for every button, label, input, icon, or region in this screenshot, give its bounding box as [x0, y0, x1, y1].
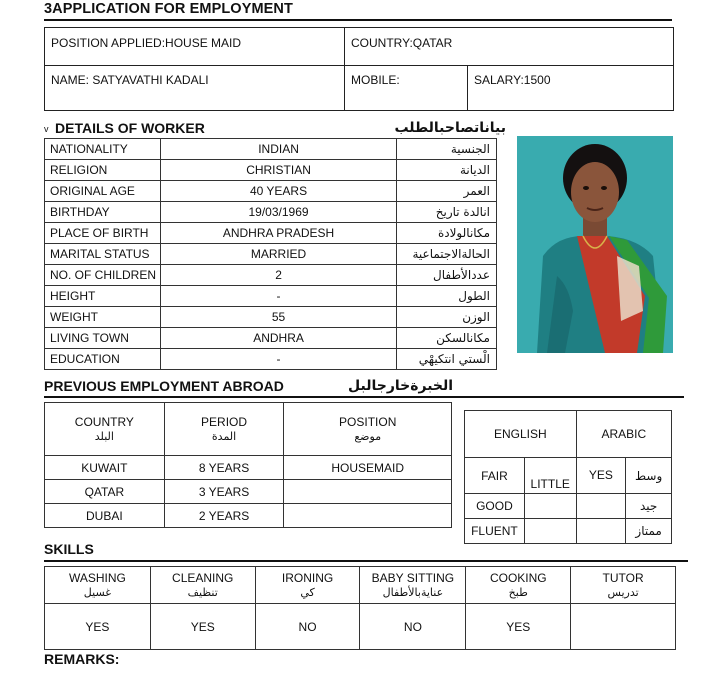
detail-label: WEIGHT	[45, 307, 161, 328]
portrait-image	[517, 136, 673, 353]
section-marker: v	[44, 124, 49, 134]
details-title: DETAILS OF WORKER	[55, 120, 205, 136]
employment-country: KUWAIT	[45, 456, 165, 480]
detail-label: MARITAL STATUS	[45, 244, 161, 265]
little-label: LITTLE	[524, 458, 576, 494]
details-row	[45, 244, 497, 265]
detail-label: NATIONALITY	[45, 139, 161, 160]
divider	[344, 27, 345, 111]
detail-label-arabic: الجنسية	[397, 139, 497, 160]
country: COUNTRY:QATAR	[351, 36, 453, 50]
arabic-level-yes: YES	[576, 458, 626, 494]
detail-label-arabic: العمر	[397, 181, 497, 202]
details-row	[45, 286, 497, 307]
detail-label-arabic: مكانالولادة	[397, 223, 497, 244]
skill-header: IRONING كي	[255, 567, 360, 604]
arabic-header: ARABIC	[576, 411, 671, 458]
employment-country: DUBAI	[45, 504, 165, 528]
detail-label: LIVING TOWN	[45, 328, 161, 349]
skill-header: WASHING غسيل	[45, 567, 151, 604]
details-table	[44, 138, 497, 370]
skill-value: YES	[150, 604, 255, 650]
details-row	[45, 349, 497, 370]
previous-employment-title: PREVIOUS EMPLOYMENT ABROAD	[44, 378, 284, 394]
skill-value: YES	[466, 604, 571, 650]
detail-label: RELIGION	[45, 160, 161, 181]
skill-header: COOKING طبخ	[466, 567, 571, 604]
detail-value: 55	[160, 307, 396, 328]
divider	[44, 65, 674, 66]
detail-label-arabic: عددالأطفال	[397, 265, 497, 286]
detail-value: -	[160, 349, 396, 370]
divider	[467, 65, 468, 111]
detail-label-arabic: مكانالسكن	[397, 328, 497, 349]
employment-country: QATAR	[45, 480, 165, 504]
detail-label-arabic: الوزن	[397, 307, 497, 328]
detail-label: PLACE OF BIRTH	[45, 223, 161, 244]
employment-period: 8 YEARS	[164, 456, 284, 480]
english-header: ENGLISH	[465, 411, 577, 458]
detail-value: ANDHRA	[160, 328, 396, 349]
previous-underline	[44, 396, 684, 398]
detail-label-arabic: انالدة تاريخ	[397, 202, 497, 223]
employment-row	[45, 456, 452, 480]
employment-period: 3 YEARS	[164, 480, 284, 504]
worker-photo	[517, 136, 673, 353]
detail-label-arabic: الديانة	[397, 160, 497, 181]
details-row	[45, 202, 497, 223]
detail-value: INDIAN	[160, 139, 396, 160]
applicant-name: NAME: SATYAVATHI KADALI	[51, 73, 209, 87]
detail-label: BIRTHDAY	[45, 202, 161, 223]
details-row	[45, 265, 497, 286]
detail-value: MARRIED	[160, 244, 396, 265]
good-label: GOOD	[465, 494, 525, 519]
detail-label-arabic: الْستي انتكيهْي	[397, 349, 497, 370]
skill-value: NO	[360, 604, 466, 650]
detail-label: ORIGINAL AGE	[45, 181, 161, 202]
detail-value: -	[160, 286, 396, 307]
detail-value: ANDHRA PRADESH	[160, 223, 396, 244]
remarks-label: REMARKS:	[44, 651, 120, 667]
employment-row	[45, 504, 452, 528]
employment-position: HOUSEMAID	[284, 456, 452, 480]
skills-title: SKILLS	[44, 541, 94, 557]
skill-header: CLEANING تنظيف	[150, 567, 255, 604]
detail-label-arabic: الحالةالاجتماعية	[397, 244, 497, 265]
fluent-arabic: ممتاز	[626, 519, 672, 544]
skill-value	[571, 604, 676, 650]
fair-label: FAIR	[465, 458, 525, 494]
mobile: MOBILE:	[351, 73, 400, 87]
good-arabic: جيد	[626, 494, 672, 519]
employment-position	[284, 504, 452, 528]
good-arabic-value	[576, 494, 626, 519]
skills-table	[44, 566, 676, 650]
details-row	[45, 160, 497, 181]
fluent-english-value	[524, 519, 576, 544]
detail-value: 40 YEARS	[160, 181, 396, 202]
previous-employment-title-arabic: الخبرةخارجالبل	[348, 378, 454, 394]
employment-position	[284, 480, 452, 504]
fluent-label: FLUENT	[465, 519, 525, 544]
skill-value: NO	[255, 604, 360, 650]
detail-value: 2	[160, 265, 396, 286]
skill-header: TUTOR تدريس	[571, 567, 676, 604]
detail-label: EDUCATION	[45, 349, 161, 370]
skills-underline	[44, 560, 688, 562]
detail-label: HEIGHT	[45, 286, 161, 307]
salary: SALARY:1500	[474, 73, 551, 87]
details-row	[45, 328, 497, 349]
detail-label-arabic: الطول	[397, 286, 497, 307]
fluent-arabic-value	[576, 519, 626, 544]
good-english-value	[524, 494, 576, 519]
details-row	[45, 223, 497, 244]
details-row	[45, 307, 497, 328]
details-row	[45, 139, 497, 160]
previous-employment-table	[44, 402, 452, 528]
detail-value: 19/03/1969	[160, 202, 396, 223]
header-country: COUNTRY البلد	[45, 403, 165, 456]
header-position: POSITION موضع	[284, 403, 452, 456]
fair-arabic: وسط	[626, 458, 672, 494]
employment-period: 2 YEARS	[164, 504, 284, 528]
language-table	[464, 410, 672, 544]
position-applied: POSITION APPLIED:HOUSE MAID	[51, 36, 242, 50]
header-period: PERIOD المدة	[164, 403, 284, 456]
employment-row	[45, 480, 452, 504]
details-title-arabic: بياناتصاحبالطلب	[394, 120, 506, 136]
details-row	[45, 181, 497, 202]
title-underline	[44, 19, 672, 21]
detail-label: NO. OF CHILDREN	[45, 265, 161, 286]
skill-value: YES	[45, 604, 151, 650]
detail-value: CHRISTIAN	[160, 160, 396, 181]
skill-header: BABY SITTING عنايةبالأطفال	[360, 567, 466, 604]
page-title: 3APPLICATION FOR EMPLOYMENT	[44, 1, 293, 17]
